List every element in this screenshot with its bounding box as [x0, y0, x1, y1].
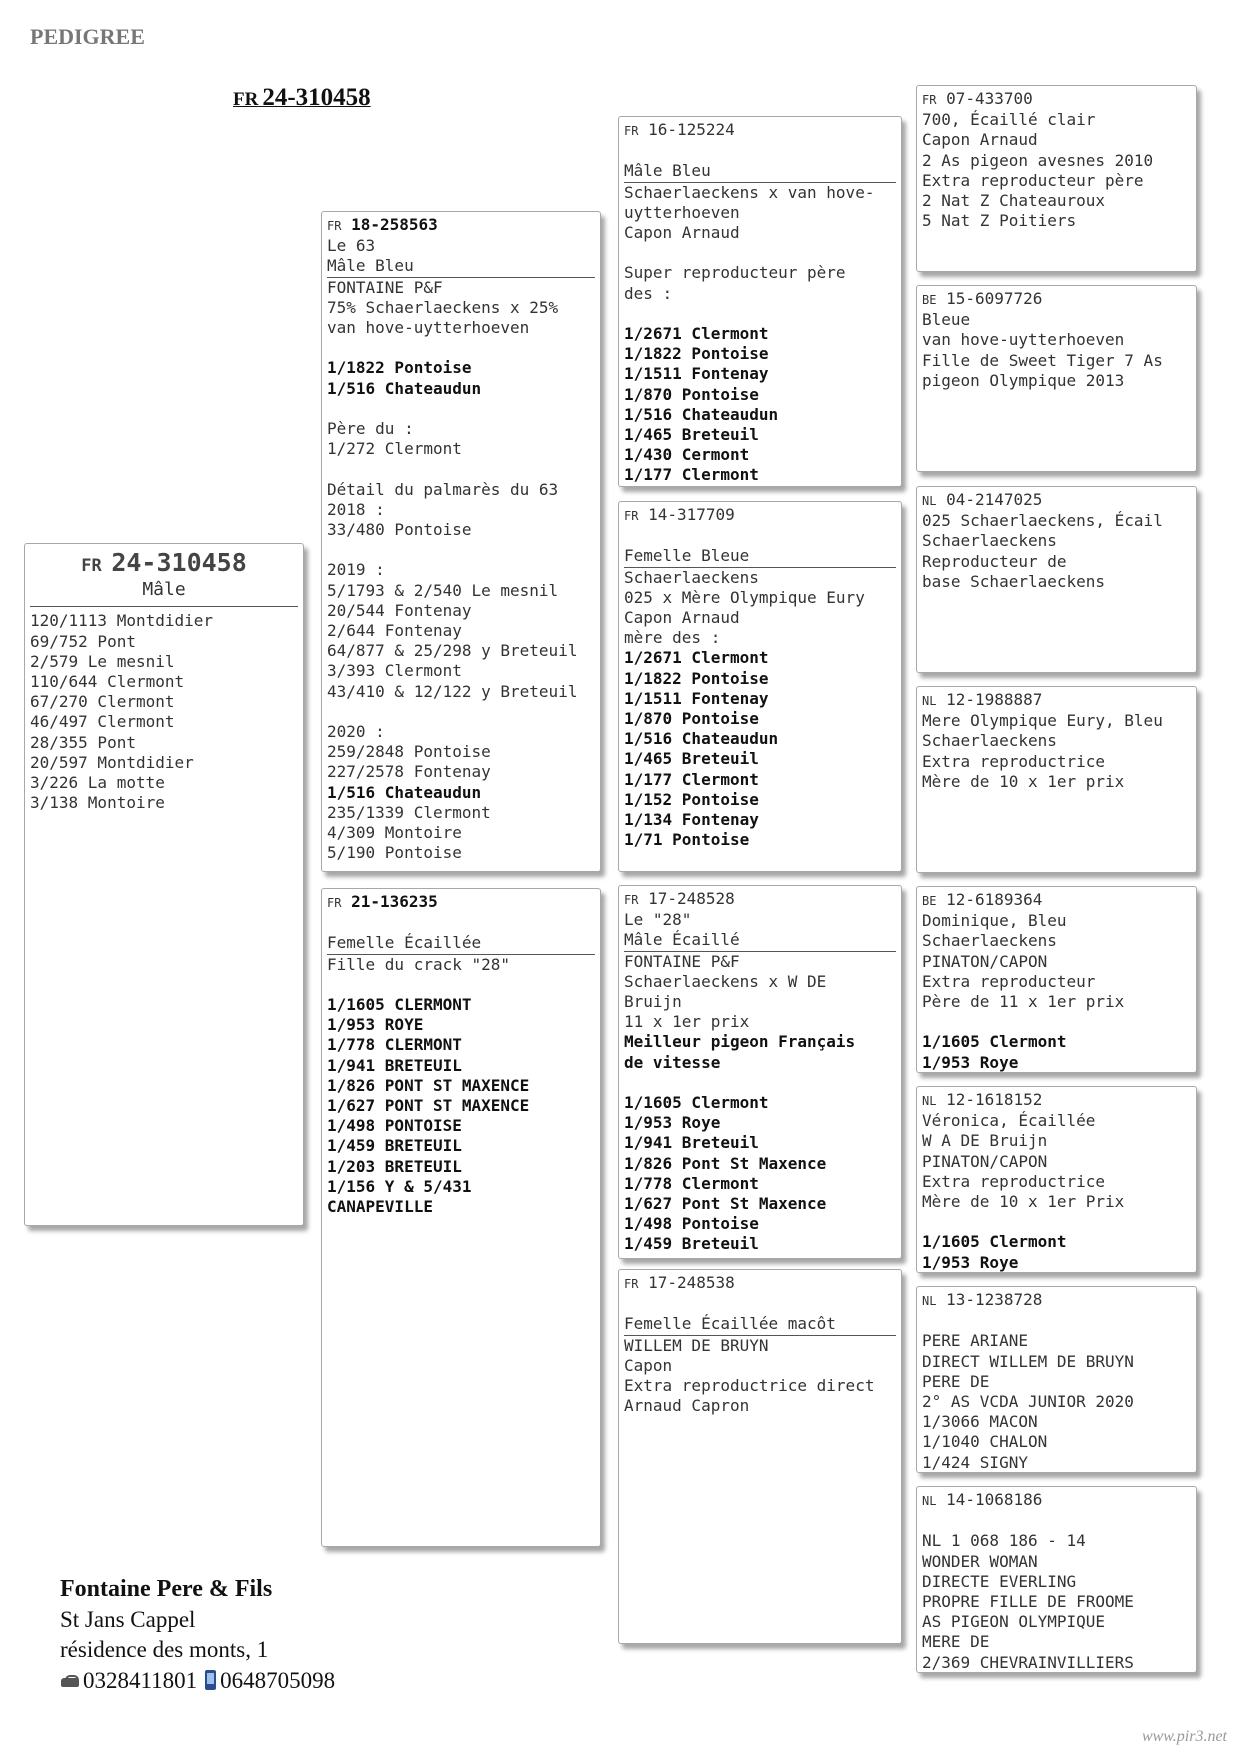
info-line: Meilleur pigeon Français: [624, 1032, 856, 1052]
mobile-phone-icon: [205, 1670, 216, 1690]
great-grandparent-mmm-card: [916, 1486, 1197, 1673]
ring-number: [327, 892, 595, 913]
great-grandparent-fmm-card: [916, 686, 1197, 873]
info-line: 1/498 PONTOISE: [327, 1116, 462, 1136]
subject-result: 2/579 Le mesnil: [30, 651, 175, 671]
breeder-info: [60, 1574, 335, 1696]
info-line: 1/870 Pontoise: [624, 709, 759, 729]
info-line: W A DE Bruijn: [922, 1131, 1048, 1151]
info-line: Extra reproducteur: [922, 971, 1096, 991]
info-line: 2 As pigeon avesnes 2010: [922, 150, 1154, 170]
info-line: Extra reproductrice direct: [624, 1376, 875, 1395]
breeder-phone: 0328411801: [83, 1667, 198, 1693]
pigeon-name: [327, 913, 595, 933]
pigeon-name: Le 63: [327, 236, 376, 256]
info-line: Capon: [624, 1355, 673, 1375]
info-line: PERE ARIANE: [922, 1331, 1028, 1351]
info-line: 700, Écaillé clair: [922, 110, 1096, 130]
info-line: 1/1605 Clermont: [624, 1093, 769, 1113]
ring-value: 12-6189364: [946, 890, 1043, 909]
ring-number: [624, 1273, 896, 1294]
pigeon-name: Le "28": [624, 910, 692, 930]
info-line: 1/953 Roye: [922, 1052, 1019, 1072]
info-line: 33/480 Pontoise: [327, 520, 472, 539]
info-line: [327, 540, 595, 560]
sex-color: Femelle Écaillée macôt: [624, 1314, 896, 1335]
info-line: de vitesse: [624, 1052, 721, 1072]
info-line: MERE DE: [922, 1632, 990, 1652]
info-line: [922, 1511, 1191, 1531]
info-line: 1/1822 Pontoise: [327, 358, 472, 378]
info-line: mère des :: [624, 628, 721, 648]
info-line: FONTAINE P&F: [327, 277, 443, 297]
ring-prefix: FR: [624, 1277, 639, 1291]
info-line: [327, 459, 595, 479]
info-line: DIRECT WILLEM DE BRUYN: [922, 1351, 1134, 1371]
info-line: [327, 338, 595, 358]
sex-color: Femelle Bleue: [624, 546, 896, 567]
subject-result: 28/355 Pont: [30, 732, 136, 752]
info-line: Extra reproductrice: [922, 1171, 1106, 1191]
info-line: [327, 399, 595, 419]
info-line: 5 Nat Z Poitiers: [922, 211, 1077, 231]
ring-prefix: NL: [922, 694, 937, 708]
ring-value: 21-136235: [351, 892, 438, 911]
info-line: 1/953 ROYE: [327, 1015, 424, 1035]
subject-sex: Mâle: [30, 580, 298, 607]
ring-value: 07-433700: [946, 89, 1033, 108]
info-line: 1/1605 CLERMONT: [327, 994, 472, 1014]
info-line: 2 Nat Z Chateauroux: [922, 191, 1106, 211]
ring-number: [624, 889, 896, 910]
ring-value: 17-248538: [648, 1273, 735, 1292]
info-line: Bruijn: [624, 992, 682, 1012]
info-line: 1/152 Pontoise: [624, 789, 759, 809]
ring-value: 12-1618152: [946, 1090, 1043, 1109]
info-line: Schaerlaeckens: [922, 531, 1057, 551]
info-line: 3/393 Clermont: [327, 661, 462, 681]
document-title: PEDIGREE: [30, 24, 145, 49]
info-line: 1/177 Clermont: [624, 465, 759, 485]
subject-ring: [30, 548, 298, 577]
info-line: 1/459 BRETEUIL: [327, 1136, 462, 1156]
info-line: 235/1339 Clermont: [327, 802, 491, 822]
ring-prefix: FR: [922, 93, 937, 107]
info-line: 1/1511 Fontenay: [624, 364, 769, 384]
ring-prefix: BE: [922, 293, 937, 307]
info-line: 1/516 Chateaudun: [624, 729, 779, 749]
info-line: 1/177 Clermont: [624, 769, 759, 789]
ring-number: [922, 490, 1191, 511]
info-line: van hove-uytterhoeven: [327, 318, 530, 338]
sex-color: Mâle Bleu: [327, 256, 595, 277]
paternal-grandfather-card: [618, 116, 902, 487]
info-line: PINATON/CAPON: [922, 1151, 1048, 1171]
breeder-name: Fontaine Pere & Fils: [60, 1576, 273, 1602]
info-line: 1/1822 Pontoise: [624, 668, 769, 688]
subject-card: [24, 543, 304, 1226]
ring-prefix: FR: [327, 896, 342, 910]
info-line: AS PIGEON OLYMPIQUE: [922, 1612, 1106, 1632]
father-card: [321, 211, 601, 872]
ring-number: [922, 1090, 1191, 1111]
info-line: 2020 :: [327, 722, 385, 741]
info-line: [327, 975, 595, 995]
info-line: Schaerlaeckens: [922, 731, 1057, 751]
ring-prefix: NL: [922, 1494, 937, 1508]
great-grandparent-fmf-card: [916, 486, 1197, 673]
info-line: Schaerlaeckens x van hove-: [624, 182, 875, 202]
info-line: [922, 1311, 1191, 1331]
subject-result: 69/752 Pont: [30, 631, 136, 651]
info-line: 5/190 Pontoise: [327, 843, 462, 863]
ring-prefix: NL: [922, 1294, 937, 1308]
breeder-phones: [60, 1666, 335, 1697]
subject-ring-prefix: FR: [81, 556, 102, 576]
subject-result: 3/226 La motte: [30, 773, 165, 793]
info-line: Capon Arnaud: [922, 130, 1038, 150]
info-line: 1/826 Pont St Maxence: [624, 1153, 827, 1173]
ring-prefix: FR: [327, 219, 342, 233]
info-line: uytterhoeven: [624, 202, 740, 222]
subject-results: [30, 611, 298, 813]
info-line: 1/778 CLERMONT: [327, 1035, 462, 1055]
info-line: Capon Arnaud: [624, 223, 740, 242]
maternal-grandmother-card: [618, 1269, 902, 1644]
info-line: PERE DE: [922, 1371, 990, 1391]
info-line: 64/877 & 25/298 y Breteuil: [327, 641, 578, 661]
ring-value: 17-248528: [648, 889, 735, 908]
info-line: 1/430 Cermont: [624, 445, 750, 465]
info-line: PROPRE FILLE DE FROOME: [922, 1592, 1134, 1611]
ring-number: [624, 120, 896, 141]
info-line: 1/465 Breteuil: [624, 749, 759, 769]
info-line: WILLEM DE BRUYN: [624, 1335, 769, 1355]
pigeon-name: [624, 1294, 896, 1314]
info-line: 1/516 Chateaudun: [624, 404, 779, 424]
ring-number: [624, 505, 896, 526]
info-line: Super reproducteur père: [624, 263, 846, 283]
info-line: base Schaerlaeckens: [922, 571, 1106, 591]
info-line: Mère de 10 x 1er prix: [922, 771, 1125, 791]
info-line: 227/2578 Fontenay: [327, 762, 491, 782]
info-line: 20/544 Fontenay: [327, 600, 472, 620]
info-line: 1/156 Y & 5/431: [327, 1176, 472, 1196]
subject-result: 46/497 Clermont: [30, 712, 175, 732]
info-line: 1/941 BRETEUIL: [327, 1055, 462, 1075]
ring-value: 04-2147025: [946, 490, 1043, 509]
info-line: 1/1511 Fontenay: [624, 688, 769, 708]
great-grandparent-ffm-card: [916, 285, 1197, 472]
info-line: Père de 11 x 1er prix: [922, 992, 1125, 1012]
ring-value: 14-1068186: [946, 1490, 1043, 1509]
great-grandparent-mfm-card: [916, 1086, 1197, 1273]
sex-color: Mâle Bleu: [624, 161, 896, 182]
info-line: 1/71 Pontoise: [624, 830, 750, 850]
ring-number: [922, 890, 1191, 911]
ring-prefix: FR: [624, 124, 639, 138]
info-line: des :: [624, 283, 673, 303]
info-line: Extra reproductrice: [922, 751, 1106, 771]
subject-result: 67/270 Clermont: [30, 692, 175, 712]
info-line: [922, 1212, 1191, 1232]
info-line: WONDER WOMAN: [922, 1551, 1038, 1571]
info-line: 1/953 Roye: [922, 1252, 1019, 1272]
pigeon-name: [624, 526, 896, 546]
breeder-address: résidence des monts, 1: [60, 1637, 269, 1662]
ring-prefix: BE: [922, 894, 937, 908]
info-line: 1/3066 MACON: [922, 1412, 1038, 1432]
ring-value: 13-1238728: [946, 1290, 1043, 1309]
subject-result: 3/138 Montoire: [30, 793, 165, 813]
ring-value: 14-317709: [648, 505, 735, 524]
great-grandparent-fff-card: [916, 85, 1197, 272]
breeder-city: St Jans Cappel: [60, 1606, 196, 1632]
info-line: 2/644 Fontenay: [327, 621, 462, 640]
info-line: 11 x 1er prix: [624, 1012, 750, 1032]
maternal-grandfather-card: [618, 885, 902, 1259]
sex-color: Mâle Écaillé: [624, 930, 896, 951]
info-line: Extra reproducteur père: [922, 170, 1144, 190]
info-line: 1/516 Chateaudun: [327, 378, 482, 398]
info-line: 1/778 Clermont: [624, 1173, 759, 1193]
info-line: 1/203 BRETEUIL: [327, 1156, 462, 1176]
info-line: Schaerlaeckens: [922, 931, 1057, 951]
info-line: 1/2671 Clermont: [624, 648, 769, 668]
info-line: Reproducteur de: [922, 551, 1067, 571]
info-line: 1/424 SIGNY: [922, 1452, 1028, 1472]
ring-value: 12-1988887: [946, 690, 1043, 709]
info-line: 1/134 Fontenay: [624, 810, 759, 830]
info-line: pigeon Olympique 2013: [922, 370, 1125, 390]
info-line: [922, 1012, 1191, 1032]
subject-ring-number: 24-310458: [111, 548, 247, 577]
info-line: Dominique, Bleu: [922, 911, 1067, 931]
info-line: [624, 243, 896, 263]
great-grandparent-mff-card: [916, 886, 1197, 1073]
top-ring-number: [233, 84, 371, 112]
info-line: 1/1822 Pontoise: [624, 344, 769, 364]
info-line: Bleue: [922, 310, 971, 330]
info-line: [624, 304, 896, 324]
pigeon-name: [624, 141, 896, 161]
info-line: [327, 702, 595, 722]
ring-number: [922, 289, 1191, 310]
info-line: 025 Schaerlaeckens, Écail: [922, 511, 1163, 531]
info-line: 025 x Mère Olympique Eury: [624, 587, 865, 607]
info-line: 1/1605 Clermont: [922, 1232, 1067, 1252]
info-line: 1/826 PONT ST MAXENCE: [327, 1075, 530, 1095]
ring-number: [922, 1290, 1191, 1311]
info-line: Schaerlaeckens: [624, 567, 759, 587]
info-line: 1/459 Breteuil: [624, 1234, 759, 1254]
info-line: 1/272 Clermont: [327, 439, 462, 459]
info-line: Détail du palmarès du 63: [327, 479, 559, 499]
info-line: 1/516 Chateaudun: [327, 782, 482, 802]
phone-icon: [60, 1674, 80, 1688]
info-line: Fille du crack "28": [327, 954, 511, 974]
top-ring-value: 24-310458: [262, 84, 371, 111]
info-line: DIRECTE EVERLING: [922, 1571, 1077, 1591]
info-line: 1/465 Breteuil: [624, 425, 759, 444]
paternal-grandmother-card: [618, 501, 902, 872]
info-line: 2/369 CHEVRAINVILLIERS: [922, 1652, 1134, 1672]
info-line: 1/941 Breteuil: [624, 1133, 759, 1153]
great-grandparent-mmf-card: [916, 1286, 1197, 1473]
info-line: PINATON/CAPON: [922, 951, 1048, 971]
info-line: 4/309 Montoire: [327, 823, 462, 843]
info-line: NL 1 068 186 - 14: [922, 1531, 1086, 1551]
info-line: Schaerlaeckens x W DE: [624, 971, 827, 991]
subject-result: 20/597 Montdidier: [30, 752, 194, 772]
info-line: 75% Schaerlaeckens x 25%: [327, 297, 559, 317]
ring-value: 16-125224: [648, 120, 735, 139]
info-line: 2018 :: [327, 499, 385, 519]
info-line: 1/2671 Clermont: [624, 323, 769, 343]
ring-prefix: FR: [624, 509, 639, 523]
info-line: Mère de 10 x 1er Prix: [922, 1192, 1125, 1212]
info-line: 1/627 PONT ST MAXENCE: [327, 1096, 530, 1115]
info-line: 1/627 Pont St Maxence: [624, 1194, 827, 1214]
info-line: 2° AS VCDA JUNIOR 2020: [922, 1392, 1134, 1411]
ring-prefix: FR: [624, 893, 639, 907]
info-line: Capon Arnaud: [624, 608, 740, 627]
subject-result: 120/1113 Montdidier: [30, 611, 214, 631]
info-line: 5/1793 & 2/540 Le mesnil: [327, 580, 559, 600]
info-line: 1/498 Pontoise: [624, 1214, 759, 1234]
info-line: 2019 :: [327, 560, 385, 580]
info-line: Véronica, Écaillée: [922, 1111, 1096, 1131]
ring-number: [922, 690, 1191, 711]
ring-number: [922, 89, 1191, 110]
info-line: 1/953 Roye: [624, 1113, 721, 1133]
info-line: 1/870 Pontoise: [624, 384, 759, 404]
info-line: 1/1040 CHALON: [922, 1432, 1048, 1452]
mother-card: [321, 888, 601, 1547]
ring-prefix: NL: [922, 494, 937, 508]
info-line: 43/410 & 12/122 y Breteuil: [327, 681, 578, 701]
info-line: CANAPEVILLE: [327, 1197, 433, 1217]
ring-value: 18-258563: [351, 215, 438, 234]
ring-number: [327, 215, 595, 236]
info-line: van hove-uytterhoeven: [922, 330, 1125, 350]
subject-result: 110/644 Clermont: [30, 672, 185, 692]
info-line: Fille de Sweet Tiger 7 As: [922, 350, 1163, 370]
info-line: Père du :: [327, 419, 414, 438]
ring-prefix: NL: [922, 1094, 937, 1108]
info-line: 259/2848 Pontoise: [327, 742, 491, 762]
info-line: Mere Olympique Eury, Bleu: [922, 711, 1163, 731]
info-line: FONTAINE P&F: [624, 951, 740, 971]
info-line: 1/1605 Clermont: [922, 1032, 1067, 1052]
ring-number: [922, 1490, 1191, 1511]
info-line: [624, 1073, 896, 1093]
footer-website-link[interactable]: www.pir3.net: [1141, 1728, 1227, 1745]
breeder-mobile: 0648705098: [220, 1667, 336, 1693]
info-line: Arnaud Capron: [624, 1396, 750, 1416]
sex-color: Femelle Écaillée: [327, 933, 595, 954]
ring-value: 15-6097726: [946, 289, 1043, 308]
top-ring-prefix: FR: [233, 89, 259, 110]
